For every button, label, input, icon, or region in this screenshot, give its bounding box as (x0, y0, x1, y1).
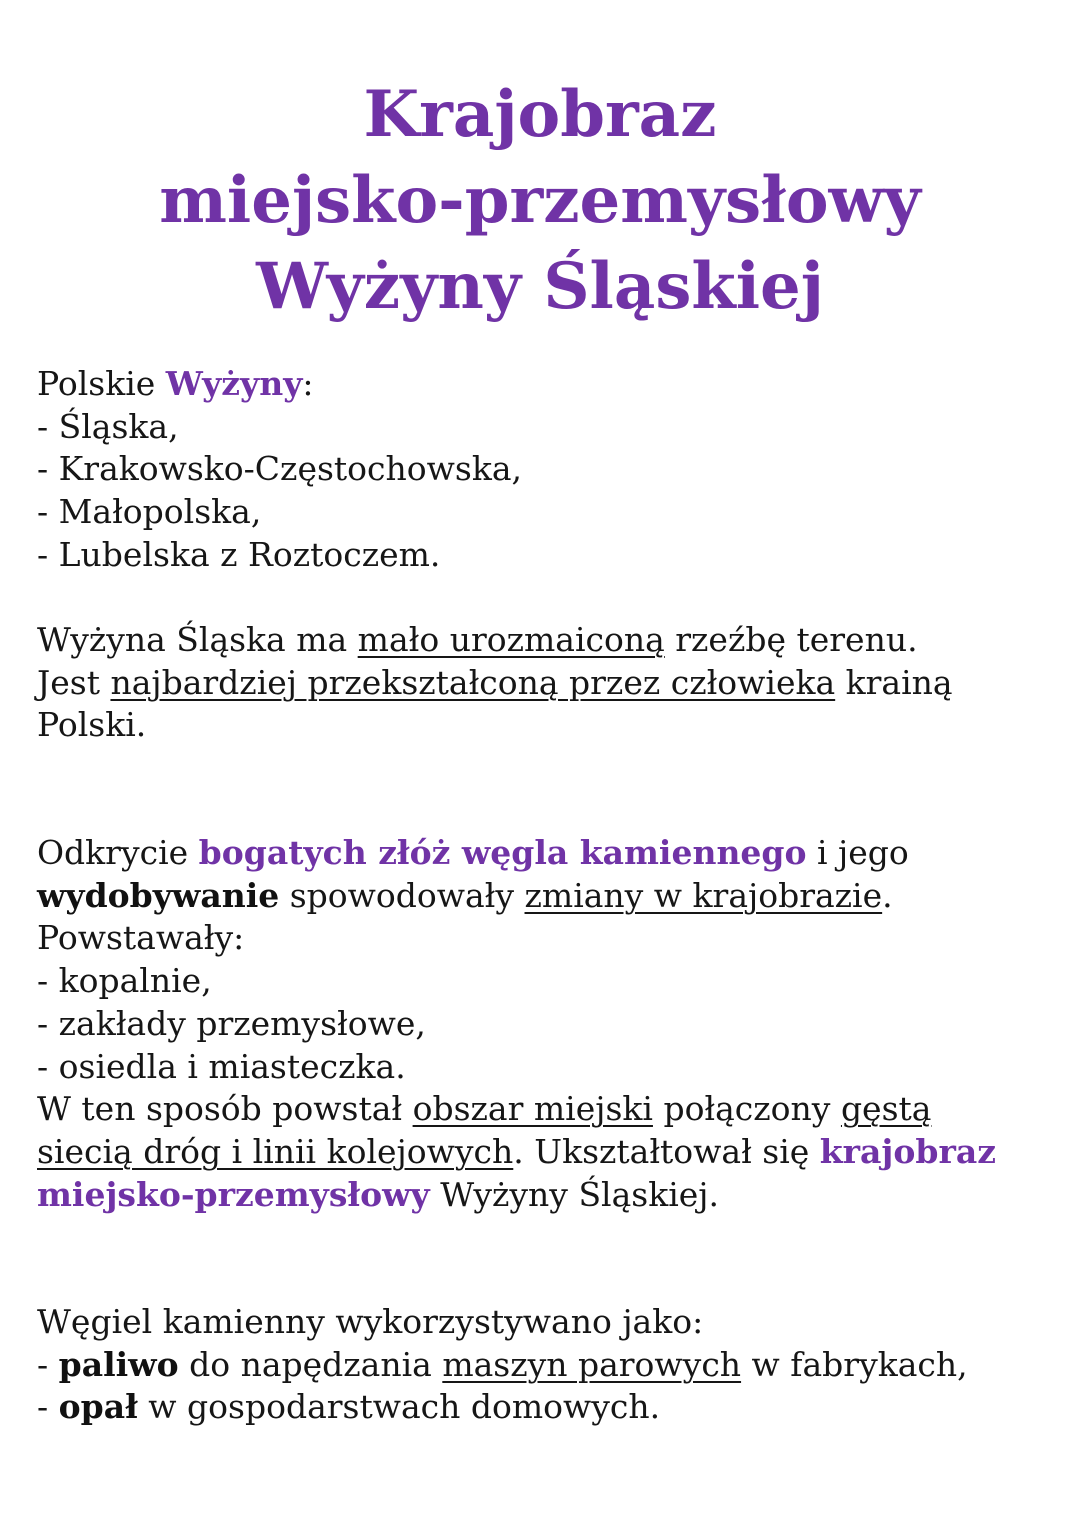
uplands-intro-suffix: : (302, 364, 314, 403)
coal-list-item: - osiedla i miasteczka. (37, 1046, 406, 1086)
coal-line-7-underlined-2: gęstą (840, 1089, 932, 1129)
coal-line-1-prefix: Odkrycie (37, 833, 199, 872)
relief-line-1 (37, 619, 1047, 662)
coal-line-8-middle: . Ukształtował się (513, 1131, 820, 1171)
coal-list-item: - kopalnie, (37, 961, 212, 1001)
coal-line-2-suffix: . (882, 875, 893, 915)
coal-line-8-highlight: krajobraz (819, 1131, 996, 1171)
coal-line-2 (37, 875, 1047, 918)
usage-item-1-bold: paliwo (58, 1344, 179, 1384)
relief-line-1-underlined: mało urozmaiconą (357, 620, 665, 659)
usage-item-1-dash: - (37, 1344, 59, 1384)
coal-line-7 (37, 1088, 1047, 1131)
uplands-intro-highlight: Wyżyny (165, 364, 303, 403)
relief-line-2-suffix: krainą (835, 662, 953, 702)
usage-item-1-middle: do napędzania (178, 1344, 443, 1384)
uplands-list-item: - Lubelska z Roztoczem. (37, 534, 441, 574)
coal-line-7-prefix: W ten sposób powstał (37, 1089, 413, 1129)
usage-section (37, 1301, 1047, 1429)
page-title (0, 72, 1080, 330)
coal-line-2-underlined: zmiany w krajobrazie (524, 875, 883, 915)
coal-line-1-highlight: bogatych złóż węgla kamiennego (198, 833, 807, 872)
title-line-2: miejsko-przemysłowy (159, 163, 921, 238)
relief-line-2 (37, 662, 1047, 705)
usage-intro: Węgiel kamienny wykorzystywano jako: (37, 1302, 704, 1341)
relief-line-2-underlined: najbardziej przekształconą przez człowieka (110, 662, 836, 702)
coal-line-8-underlined: siecią dróg i linii kolejowych (37, 1131, 514, 1171)
relief-line-1-suffix: rzeźbę terenu. (664, 620, 918, 659)
usage-list-item (37, 1344, 1047, 1387)
coal-line-9 (37, 1174, 1047, 1217)
uplands-list-item: - Małopolska, (37, 492, 262, 532)
uplands-section (37, 363, 1047, 577)
usage-item-1-suffix: w fabrykach, (741, 1344, 968, 1384)
uplands-intro (37, 363, 1047, 406)
title-line-3: Wyżyny Śląskiej (256, 249, 824, 324)
coal-line-1 (37, 832, 1047, 875)
relief-line-1-prefix: Wyżyna Śląska ma (37, 620, 358, 659)
uplands-intro-prefix: Polskie (37, 364, 166, 403)
relief-line-3: Polski. (37, 705, 147, 745)
coal-line-2-middle: spowodowały (279, 875, 525, 915)
usage-item-2-suffix: w gospodarstwach domowych. (137, 1387, 661, 1427)
uplands-list-item: - Krakowsko-Częstochowska, (37, 449, 522, 489)
coal-line-1-suffix: i jego (806, 833, 909, 872)
usage-item-2-bold: opał (58, 1387, 138, 1427)
coal-line-7-underlined-1: obszar miejski (412, 1089, 653, 1129)
relief-line-2-prefix: Jest (37, 662, 111, 702)
coal-line-8 (37, 1131, 1047, 1174)
coal-section (37, 832, 1047, 1216)
usage-item-1-underlined: maszyn parowych (442, 1344, 742, 1384)
coal-line-7-middle: połączony (652, 1089, 841, 1129)
coal-line-2-bold: wydobywanie (37, 875, 280, 915)
title-line-1: Krajobraz (363, 77, 717, 152)
coal-line-3: Powstawały: (37, 918, 245, 958)
coal-line-9-highlight: miejsko-przemysłowy (37, 1174, 430, 1214)
uplands-list-item: - Śląska, (37, 406, 179, 446)
coal-line-9-suffix: Wyżyny Śląskiej. (429, 1174, 720, 1214)
coal-list-item: - zakłady przemysłowe, (37, 1003, 426, 1043)
relief-section (37, 619, 1047, 747)
usage-list-item (37, 1386, 1047, 1429)
usage-item-2-dash: - (37, 1387, 59, 1427)
